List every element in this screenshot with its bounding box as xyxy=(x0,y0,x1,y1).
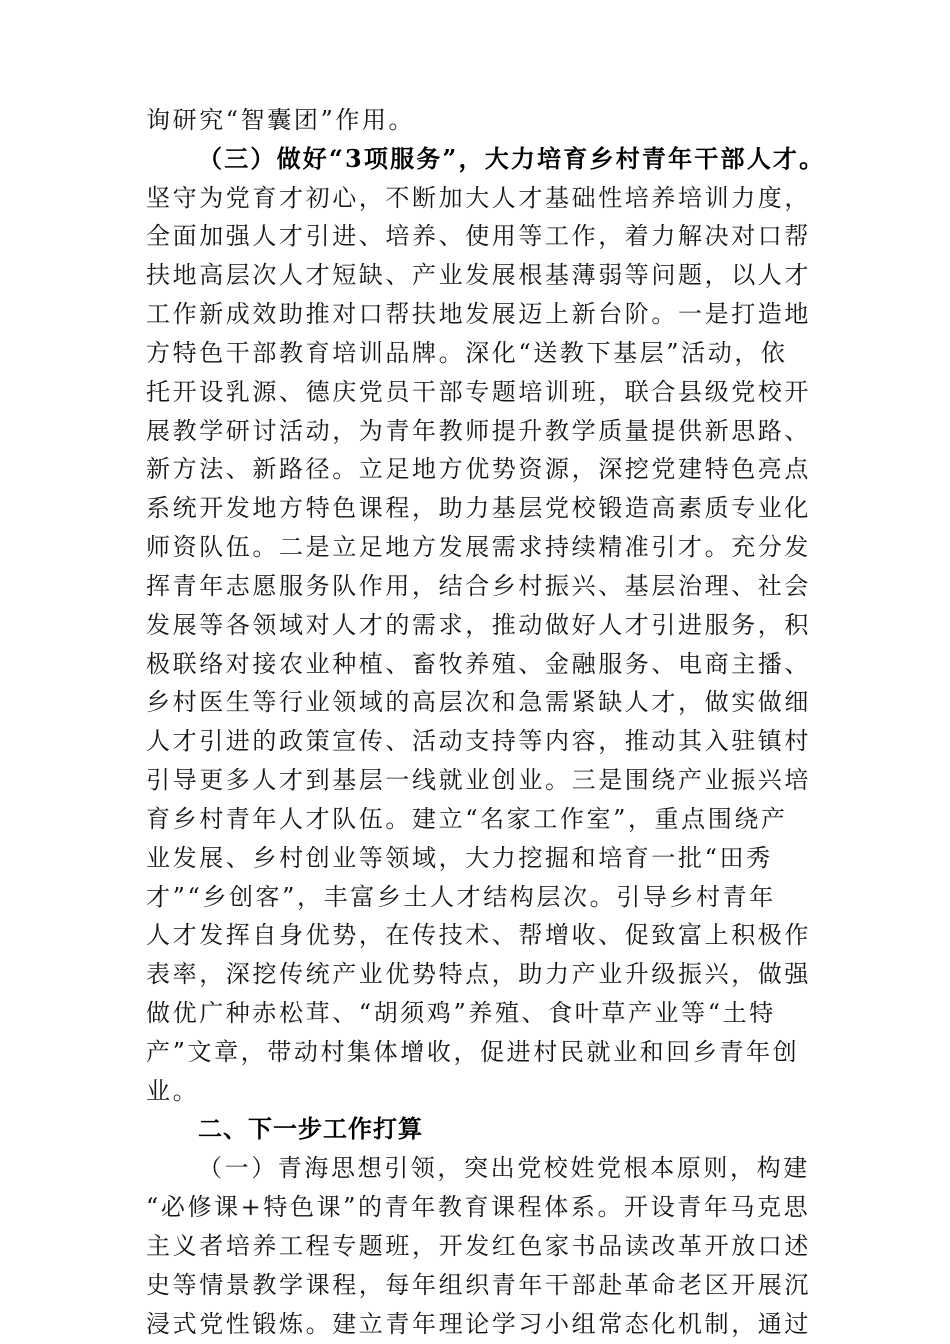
text-line: 系统开发地方特色课程，助力基层党校锻造高素质专业化 xyxy=(146,494,811,522)
text-line: 育乡村青年人才队伍。建立“名家工作室”，重点围绕产 xyxy=(146,805,788,833)
text-line: 坚守为党育才初心，不断加大人才基础性培养培训力度， xyxy=(146,184,811,212)
text-line: “必修课+特色课”的青年教育课程体系。开设青年马克思 xyxy=(146,1193,811,1221)
text-line: 表率，深挖传统产业优势特点，助力产业升级振兴，做强 xyxy=(146,960,811,988)
text-line: （一）青海思想引领，突出党校姓党根本原则，构建 xyxy=(198,1154,810,1182)
text-line: 做优广种赤松茸、“胡须鸡”养殖、食叶草产业等“土特 xyxy=(146,999,776,1027)
text-line: 人才发挥自身优势，在传技术、帮增收、促致富上积极作 xyxy=(146,921,811,949)
text-line: 业。 xyxy=(146,1077,200,1105)
text-line: 询研究“智囊团”作用。 xyxy=(146,106,416,134)
text-line: 引导更多人才到基层一线就业创业。三是围绕产业振兴培 xyxy=(146,766,811,794)
text-line: 扶地高层次人才短缺、产业发展根基薄弱等问题，以人才 xyxy=(146,261,811,289)
text-line: 主义者培养工程专题班，开发红色家书品读改革开放口述 xyxy=(146,1232,811,1260)
text-line: 史等情景教学课程，每年组织青年干部赴革命老区开展沉 xyxy=(146,1271,811,1299)
text-line: 工作新成效助推对口帮扶地发展迈上新台阶。一是打造地 xyxy=(146,300,811,328)
text-line: 才”“乡创客”，丰富乡土人才结构层次。引导乡村青年 xyxy=(146,883,776,911)
text-line: 极联络对接农业种植、畜牧养殖、金融服务、电商主播、 xyxy=(146,650,811,678)
section-heading: （三）做好“3项服务”，大力培育乡村青年干部人才。 xyxy=(198,144,826,173)
text-line: 师资队伍。二是立足地方发展需求持续精准引才。充分发 xyxy=(146,533,811,561)
text-line: 托开设乳源、德庆党员干部专题培训班，联合县级党校开 xyxy=(146,378,811,406)
text-line: 挥青年志愿服务队作用，结合乡村振兴、基层治理、社会 xyxy=(146,572,811,600)
text-line: 浸式党性锻炼。建立青年理论学习小组常态化机制，通过 xyxy=(146,1310,811,1338)
text-line: 方特色干部教育培训品牌。深化“送教下基层”活动，依 xyxy=(146,339,788,367)
chapter-heading: 二、下一步工作打算 xyxy=(198,1115,423,1143)
text-line: 展教学研讨活动，为青年教师提升教学质量提供新思路、 xyxy=(146,417,811,445)
text-line: 发展等各领域对人才的需求，推动做好人才引进服务，积 xyxy=(146,611,811,639)
text-line: 新方法、新路径。立足地方优势资源，深挖党建特色亮点 xyxy=(146,455,811,483)
text-line: 人才引进的政策宣传、活动支持等内容，推动其入驻镇村 xyxy=(146,727,811,755)
text-line: 全面加强人才引进、培养、使用等工作，着力解决对口帮 xyxy=(146,222,811,250)
text-line: 产”文章，带动村集体增收，促进村民就业和回乡青年创 xyxy=(146,1038,800,1066)
text-line: 乡村医生等行业领域的高层次和急需紧缺人才，做实做细 xyxy=(146,688,811,716)
text-line: 业发展、乡村创业等领域，大力挖掘和培育一批“田秀 xyxy=(146,844,773,872)
